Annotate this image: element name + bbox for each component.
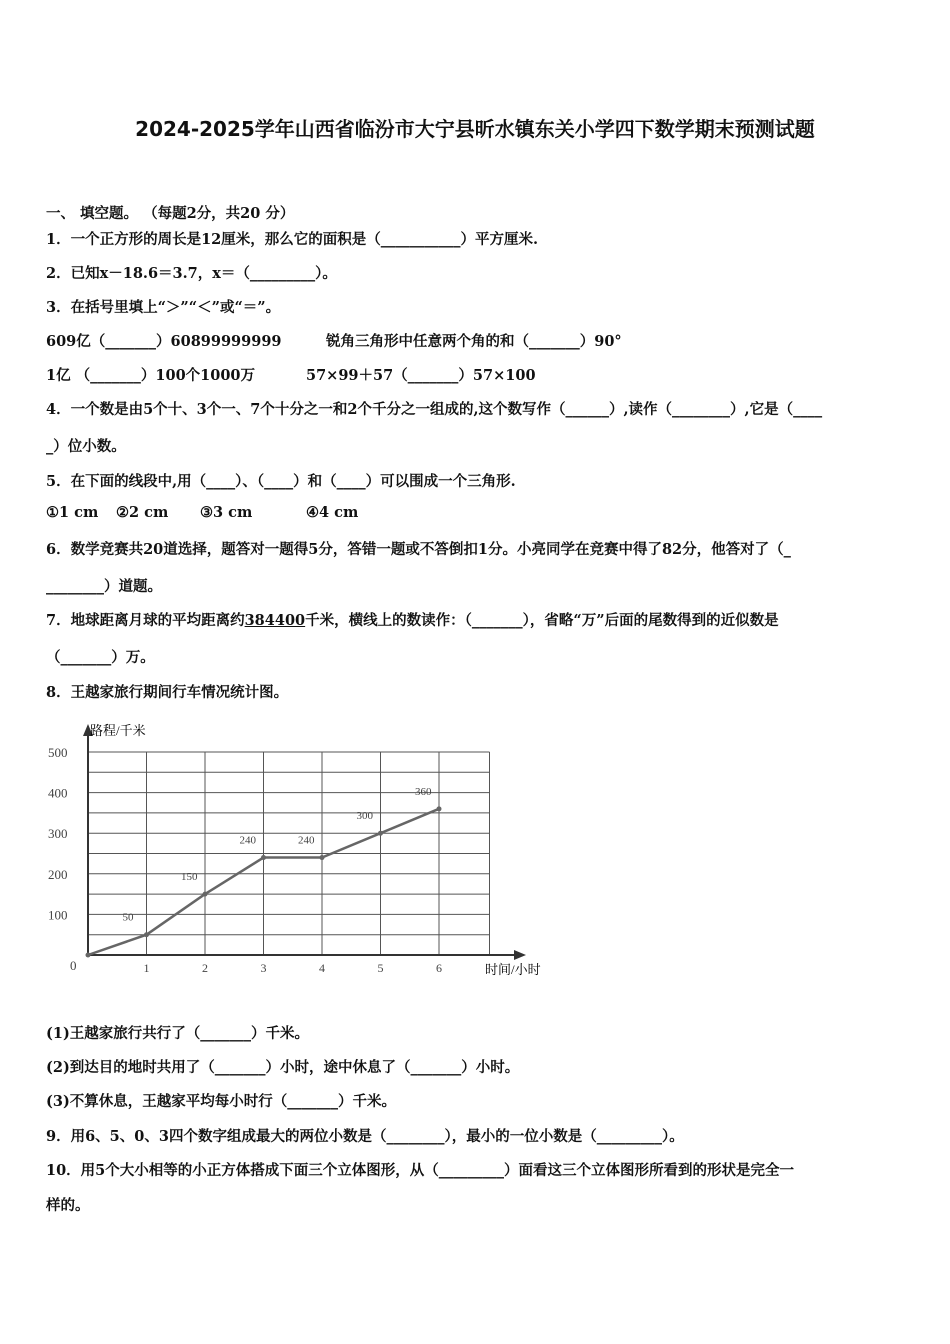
q7-underlined-number: 384400 xyxy=(244,612,306,629)
x-tick-label: 3 xyxy=(260,961,267,975)
question-5: 5．在下面的线段中,用（____）、（____）和（____）可以围成一个三角形. xyxy=(46,473,516,490)
x-tick-label: 6 xyxy=(436,961,442,975)
y-tick-label: 300 xyxy=(48,826,68,842)
question-2: 2．已知x－18.6＝3.7，x＝（_________）。 xyxy=(46,265,337,282)
x-tick-label: 2 xyxy=(202,961,208,975)
question-8-3: (3)不算休息，王越家平均每小时行（_______）千米。 xyxy=(46,1093,397,1110)
q5-option-1: ①1 cm xyxy=(46,504,99,521)
question-4: 4．一个数是由5个十、3个一、7个十分之一和2个千分之一组成的,这个数写作（______）,读作（________）,它是（____ xyxy=(46,401,823,418)
question-4-cont: _）位小数。 xyxy=(46,438,126,455)
question-10: 10．用5个大小相等的小正方体搭成下面三个立体图形，从（_________）面看这三个立体图形所看到的形状是完全一 xyxy=(46,1162,795,1179)
data-point xyxy=(203,892,208,897)
travel-line-chart xyxy=(40,710,570,980)
page-title: 2024-2025学年山西省临汾市大宁县昕水镇东关小学四下数学期末预测试题 xyxy=(135,117,815,141)
question-1: 1．一个正方形的周长是12厘米，那么它的面积是（___________）平方厘米. xyxy=(46,231,539,248)
chart-grid xyxy=(88,752,490,955)
data-label: 150 xyxy=(181,871,198,884)
question-3c: 1亿 （_______）100个1000万 xyxy=(46,367,256,384)
data-point xyxy=(144,932,149,937)
question-3d: 57×99＋57（_______）57×100 xyxy=(306,367,536,384)
origin-label: 0 xyxy=(70,958,77,973)
data-label: 300 xyxy=(356,810,373,823)
question-3a: 609亿（_______）60899999999 xyxy=(46,333,282,350)
data-label: 240 xyxy=(239,834,256,847)
data-point xyxy=(320,855,325,860)
question-8-2: (2)到达目的地时共用了（_______）小时，途中休息了（_______）小时。 xyxy=(46,1059,520,1076)
y-tick-label: 200 xyxy=(48,866,68,882)
question-9: 9．用6、5、0、3四个数字组成最大的两位小数是（________），最小的一位小数是（_________）。 xyxy=(46,1128,684,1145)
q7-text-rest: 千米，横线上的数读作：（_______），省略“万”后面的尾数得到的近似数是 xyxy=(305,612,779,629)
data-label: 240 xyxy=(298,834,315,847)
question-10-cont: 样的。 xyxy=(46,1197,90,1214)
chart-axes xyxy=(48,724,526,975)
data-label: 360 xyxy=(415,785,432,798)
q5-option-4: ④4 cm xyxy=(306,504,359,521)
question-8: 8．王越家旅行期间行车情况统计图。 xyxy=(46,684,289,701)
question-3: 3．在括号里填上“＞”“＜”或“＝”。 xyxy=(46,299,281,316)
question-7 xyxy=(46,609,779,630)
y-tick-label: 100 xyxy=(48,907,68,923)
section-heading: 一、 填空题。 （每题2分，共20 分） xyxy=(46,205,295,222)
x-axis-arrow-icon xyxy=(514,950,526,960)
question-6: 6．数学竞赛共20道选择，题答对一题得5分，答错一题或不答倒扣1分。小亮同学在竞赛中得了82分，他答对了（_ xyxy=(46,541,791,558)
y-axis-label: 路程/千米 xyxy=(90,723,146,738)
y-tick-label: 500 xyxy=(48,745,68,760)
data-point xyxy=(86,953,91,958)
question-8-1: (1)王越家旅行共行了（_______）千米。 xyxy=(46,1025,310,1042)
question-7-cont: （_______）万。 xyxy=(46,649,155,666)
x-axis-label: 时间/小时 xyxy=(485,962,541,977)
q5-option-3: ③3 cm xyxy=(200,504,253,521)
question-6-cont: ________）道题。 xyxy=(46,578,162,595)
data-point xyxy=(437,806,442,811)
q5-option-2: ②2 cm xyxy=(116,504,169,521)
data-point xyxy=(261,855,266,860)
y-tick-label: 400 xyxy=(48,785,68,801)
q7-text: 7．地球距离月球的平均距离约 xyxy=(46,612,245,629)
question-3b: 锐角三角形中任意两个角的和（_______）90° xyxy=(326,333,622,350)
data-point xyxy=(378,831,383,836)
x-tick-label: 1 xyxy=(143,961,150,975)
data-label: 50 xyxy=(122,911,134,924)
x-tick-label: 4 xyxy=(319,961,325,975)
x-tick-label: 5 xyxy=(377,961,384,975)
